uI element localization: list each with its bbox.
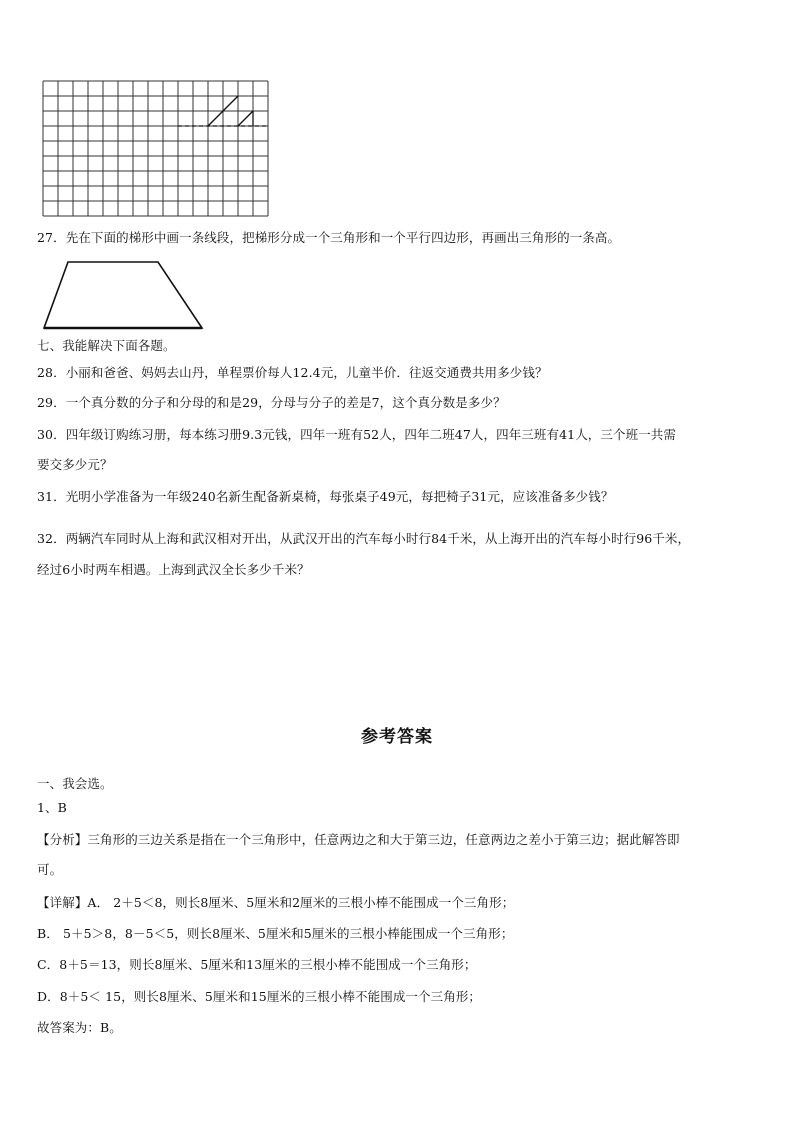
question-27: 27．先在下面的梯形中画一条线段，把梯形分成一个三角形和一个平行四边形，再画出三角形的一条高。 <box>37 230 621 245</box>
trapezoid-figure <box>40 258 210 332</box>
question-31: 31．光明小学准备为一年级240名新生配备新桌椅，每张桌子49元，每把椅子31元，应该准备多少钱？ <box>37 489 614 504</box>
trapezoid <box>44 262 202 328</box>
analysis-line2: 可。 <box>37 862 63 877</box>
question-30-line2: 要交多少元？ <box>37 457 113 472</box>
detail-c: C．8＋5＝13，则长8厘米、5厘米和13厘米的三根小棒不能围成一个三角形； <box>37 957 477 972</box>
answers-section-1: 一、我会选。 <box>37 776 113 791</box>
question-29: 29．一个真分数的分子和分母的和是29，分母与分子的差是7，这个真分数是多少？ <box>37 395 506 410</box>
detail-a: 【详解】A． 2＋5＜8，则长8厘米、5厘米和2厘米的三根小棒不能围成一个三角形； <box>37 895 515 910</box>
conclusion: 故答案为：B。 <box>37 1020 122 1035</box>
question-28: 28．小丽和爸爸、妈妈去山丹，单程票价每人12.4元，儿童半价．往返交通费共用多少钱？ <box>37 365 548 380</box>
grid-figure <box>40 80 270 220</box>
question-32-line2: 经过6小时两车相遇。上海到武汉全长多少千米？ <box>37 562 310 577</box>
detail-d: D．8＋5＜ 15，则长8厘米、5厘米和15厘米的三根小棒不能围成一个三角形； <box>37 989 482 1004</box>
detail-b: B． 5＋5＞8，8－5＜5，则长8厘米、5厘米和5厘米的三根小棒能围成一个三角形； <box>37 926 514 941</box>
answer-item-1: 1、B <box>37 800 67 815</box>
grid-lines <box>43 81 268 216</box>
answers-title: 参考答案 <box>361 727 433 747</box>
question-32-line1: 32．两辆汽车同时从上海和武汉相对开出，从武汉开出的汽车每小时行84千米，从上海开出的汽车每小时行96千米， <box>37 531 691 546</box>
question-30-line1: 30．四年级订购练习册，每本练习册9.3元钱，四年一班有52人，四年二班47人，四年三班有41人，三个班一共需 <box>37 427 677 442</box>
section-7-heading: 七、我能解决下面各题。 <box>37 338 176 353</box>
analysis-line1: 【分析】三角形的三边关系是指在一个三角形中，任意两边之和大于第三边，任意两边之差小于第三边；据此解答即 <box>37 832 680 847</box>
